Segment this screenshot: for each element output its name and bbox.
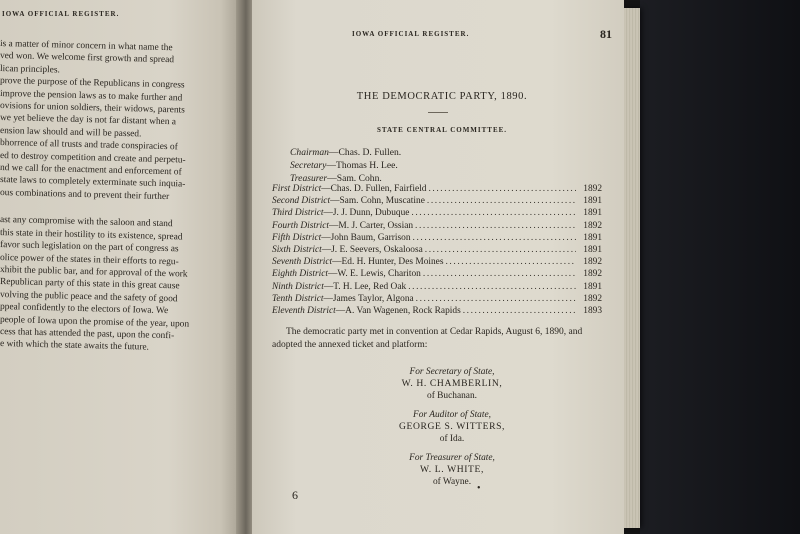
background-dark [640,0,800,534]
dot-leader [415,220,576,232]
text-line: e with which the state awaits the future. [0,339,150,353]
text-line: xhibit the public bar, and for approval of the work [0,264,188,280]
text-line: we yet believe the day is not far distant when a [0,113,177,128]
nominee-name: GEORGE S. WITTERS, [398,421,506,432]
dot-leader [423,268,576,280]
right-running-header: IOWA OFFICIAL REGISTER. [352,30,470,38]
dash-separator: — [327,172,337,184]
district-role: Ninth District [272,281,324,292]
district-role: Fourth District [272,220,330,231]
left-page [0,0,240,534]
text-line: ous combinations and to prevent their further [0,187,170,203]
district-role: Second District [272,196,331,207]
text-line: volving the public peace and the safety of good [0,289,178,305]
nomination-block [352,452,552,488]
dot-leader [425,244,576,256]
dot-leader [413,232,576,244]
officer-list [290,147,401,185]
district-row [272,244,602,256]
nomination-block [352,366,552,402]
dot-leader [427,195,576,207]
text-line: ast any compromise with the saloon and stand [0,215,173,230]
text-line: lican principles. [0,63,60,76]
page-title: THE DEMOCRATIC PARTY, 1890. [356,91,528,102]
member-name: A. Van Wagenen, Rock Rapids [345,306,461,317]
text-line: people of Iowa upon the promise of the year, upon [0,314,190,330]
text-line: ed to destroy competition and create and perpetu- [0,150,186,166]
nominee-county: of Wayne. [432,477,472,487]
district-row [272,268,602,280]
officer-name: Sam. Cohn. [336,172,382,184]
district-row [272,195,602,207]
dash-separator: — [328,147,339,158]
dot-leader [411,207,576,219]
member-name: J. J. Dunn, Dubuque [332,208,410,219]
dot-leader [408,281,576,293]
member-name: Ed. H. Hunter, Des Moines [341,257,444,268]
nominee-name: W. H. CHAMBERLIN, [401,378,503,389]
left-running-header: IOWA OFFICIAL REGISTER. [2,10,120,18]
book-page-edges [622,8,640,528]
term-year: 1892 [583,293,602,304]
left-page-text [0,38,240,351]
district-role: Eighth District [272,269,328,280]
nomination-office: For Treasurer of State, [409,453,495,463]
member-name: M. J. Carter, Ossian [338,220,414,231]
dash-separator: — [321,245,332,256]
term-year: 1891 [583,232,602,243]
nominee-county: of Buchanan. [427,391,477,401]
text-line: ppeal confidently to the electors of Iowa. We [0,302,169,317]
district-role: Fifth District [272,232,322,243]
text-line: ovisions for union soldiers, their widows, parents [0,101,185,116]
officer-role: Chairman [290,147,329,158]
term-year: 1892 [583,220,602,231]
text-line: cess that has attended the past, upon the confi- [0,326,175,342]
member-name: Sam. Cohn, Muscatine [339,196,425,207]
district-row [272,220,602,232]
text-line: improve the pension laws as to make further and [0,88,183,104]
district-row [272,207,602,219]
dot-leader [416,293,576,305]
member-name: J. E. Seevers, Oskaloosa [331,245,423,256]
convention-paragraph: The democratic party met in convention at Cedar Rapids, August 6, 1890, and adopted the annexed ticket and platform: [272,327,583,350]
dash-separator: — [321,232,331,243]
term-year: 1891 [583,196,602,207]
dash-separator: — [330,196,340,207]
term-year: 1891 [583,245,602,256]
officer-row [290,160,401,173]
dash-separator: — [323,281,334,292]
dash-separator: — [329,220,339,231]
nomination-office: For Secretary of State, [409,367,495,377]
right-page [252,0,624,534]
nomination-office: For Auditor of State, [413,410,491,420]
dot-leader [445,256,576,268]
text-line: prove the purpose of the Republicans in congress [0,76,185,91]
committee-heading: STATE CENTRAL COMMITTEE. [376,126,508,134]
term-year: 1892 [583,269,602,280]
nominee-name: W. L. WHITE, [420,464,484,475]
text-line: state laws to completely exterminate such inquia- [0,175,186,190]
term-year: 1893 [583,306,602,317]
dot-leader [463,305,576,317]
title-divider [428,112,448,113]
text-line: Republican party of this state in this great cause [0,277,180,292]
dash-separator: — [335,306,346,317]
text-line: ved won. We welcome first growth and spread [0,51,175,66]
member-name: T. H. Lee, Red Oak [333,281,407,292]
member-name: W. E. Lewis, Chariton [337,269,421,280]
officer-role: Secretary [290,159,327,171]
member-name: James Taylor, Algona [332,293,414,304]
text-line: this state in their hostility to its existence, spread [0,227,183,243]
text-line: favor such legislation on the part of congress as [0,240,179,255]
page-number: 81 [600,27,612,41]
term-year: 1891 [583,208,602,219]
term-year: 1891 [583,281,602,292]
text-line: nd we call for the enactment and enforcement of [0,163,182,178]
member-name: Chas. D. Fullen, Fairfield [330,184,427,194]
dash-separator: — [321,184,331,194]
nominee-county: of Ida. [439,434,465,444]
district-row [272,305,602,317]
district-role: Eleventh District [272,306,336,317]
member-name: John Baum, Garrison [330,232,411,243]
officer-name: Chas. D. Fullen. [338,147,402,158]
district-list [272,183,602,317]
text-line: bhorrence of all trusts and trade conspiracies of [0,138,178,153]
signature-mark: 6 [292,488,298,502]
dash-separator: — [326,159,336,171]
district-row [272,293,602,305]
dash-separator: — [328,269,338,280]
officer-row [290,147,401,160]
text-line: olice power of the states in their efforts to regu- [0,252,179,267]
dash-separator: — [332,257,342,268]
term-year: 1892 [583,184,602,194]
nomination-block [352,409,552,445]
district-row [272,183,602,195]
district-role: Third District [272,208,324,219]
dash-separator: — [323,208,333,219]
district-row [272,256,602,268]
district-role: Sixth District [272,245,322,256]
district-role: Tenth District [272,293,324,304]
officer-role: Treasurer [290,172,328,184]
dash-separator: — [323,293,333,304]
officer-name: Thomas H. Lee. [336,159,398,171]
dot-leader [428,183,576,195]
district-row [272,281,602,293]
ink-dot: • [477,483,481,494]
district-row [272,232,602,244]
district-role: First District [272,184,322,194]
term-year: 1892 [583,257,602,268]
text-line: is a matter of minor concern in what name the [0,39,173,54]
district-role: Seventh District [272,257,333,268]
text-line: ension law should and will be passed. [0,125,142,140]
